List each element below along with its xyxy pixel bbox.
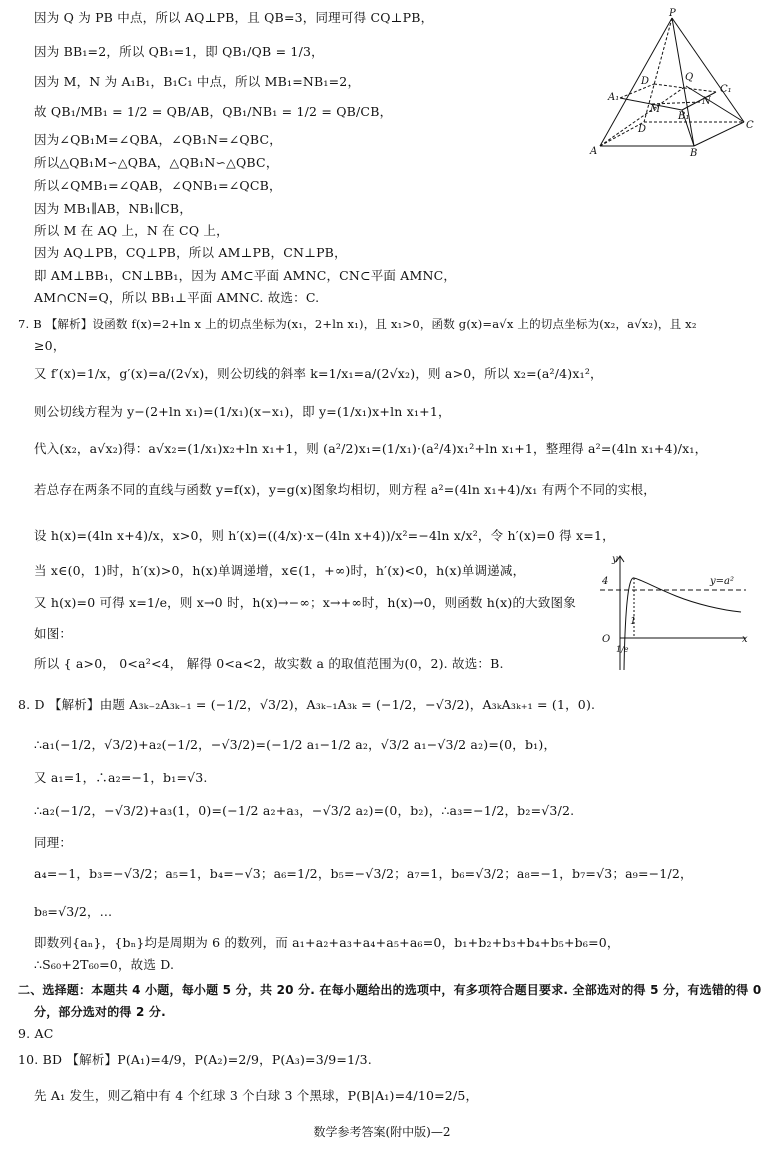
graph-label-O: O bbox=[602, 634, 611, 645]
text-line: 设 h(x)=(4ln x+4)/x，x>0，则 h′(x)=((4/x)·x−(4ln x+4))/x²=−4ln x/x²，令 h′(x)=0 得 x=1， bbox=[34, 528, 615, 543]
text-line: 因为 BB₁=2，所以 QB₁=1，即 QB₁/QB = 1/3， bbox=[34, 44, 324, 59]
text-line: 所以∠QMB₁=∠QAB，∠QNB₁=∠QCB， bbox=[34, 178, 282, 193]
label-D: D bbox=[638, 124, 647, 135]
text-line: AM∩CN=Q，所以 BB₁⊥平面 AMNC. 故选：C. bbox=[34, 290, 320, 305]
text-line: 如图： bbox=[34, 626, 73, 641]
text-line: 因为 M，N 为 A₁B₁，B₁C₁ 中点，所以 MB₁=NB₁=2， bbox=[34, 74, 361, 89]
text-line: 因为 AQ⊥PB，CQ⊥PB，所以 AM⊥PB，CN⊥PB， bbox=[34, 245, 347, 260]
graph-label-1: 1 bbox=[630, 616, 637, 627]
text-line: ∴a₂(−1/2，−√3/2)+a₃(1，0)=(−1/2 a₂+a₃，−√3/2 a₂)=(0，b₂)，∴a₃=−1/2，b₂=√3/2. bbox=[34, 803, 575, 818]
text-line: 又 h(x)=0 可得 x=1/e，则 x→0 时，h(x)→−∞；x→+∞时，h(x)→0，则函数 h(x)的大致图象 bbox=[34, 595, 576, 610]
text-line: 即 AM⊥BB₁，CN⊥BB₁，因为 AM⊂平面 AMNC，CN⊂平面 AMNC， bbox=[34, 268, 457, 283]
function-graph bbox=[596, 552, 756, 674]
label-A: A bbox=[590, 146, 598, 157]
section-heading: 二、选择题：本题共 4 小题，每小题 5 分，共 20 分. 在每小题给出的选项中，有多项符合题目要求. 全部选对的得 5 分，有选错的得 0 bbox=[18, 983, 762, 997]
label-C1: C₁ bbox=[720, 84, 732, 95]
graph-label-x: x bbox=[742, 634, 748, 645]
text-line: 又 a₁=1，∴a₂=−1，b₁=√3. bbox=[34, 770, 208, 785]
label-B: B bbox=[690, 148, 698, 159]
label-A1: A₁ bbox=[608, 92, 620, 103]
label-N: N bbox=[702, 96, 711, 107]
text-line: 8. D 【解析】由题 A₃ₖ₋₂A₃ₖ₋₁ = (−1/2，√3/2)，A₃ₖ₋₁A₃ₖ = (−1/2，−√3/2)，A₃ₖA₃ₖ₊₁ = (1，0). bbox=[18, 697, 596, 712]
text-line: 先 A₁ 发生，则乙箱中有 4 个红球 3 个白球 3 个黑球，P(B|A₁)=4/10=2/5， bbox=[34, 1088, 479, 1103]
label-M: M bbox=[650, 104, 661, 115]
text-line: 因为 Q 为 PB 中点，所以 AQ⊥PB，且 QB=3，同理可得 CQ⊥PB， bbox=[34, 10, 434, 25]
text-line: 即数列{aₙ}，{bₙ}均是周期为 6 的数列，而 a₁+a₂+a₃+a₄+a₅+a₆=0，b₁+b₂+b₃+b₄+b₅+b₆=0， bbox=[34, 935, 620, 950]
text-line: ≥0， bbox=[34, 338, 66, 353]
graph-label-1e: 1/e bbox=[616, 645, 629, 654]
text-line: a₄=−1，b₃=−√3/2；a₅=1，b₄=−√3；a₆=1/2，b₅=−√3/2；a₇=1，b₆=√3/2；a₈=−1，b₇=√3；a₉=−1/2， bbox=[34, 866, 693, 881]
page-footer: 数学参考答案(附中版)—2 bbox=[313, 1125, 451, 1139]
text-line: 则公切线方程为 y−(2+ln x₁)=(1/x₁)(x−x₁)，即 y=(1/x₁)x+ln x₁+1， bbox=[34, 404, 451, 419]
text-line: 当 x∈(0，1)时，h′(x)>0，h(x)单调递增，x∈(1，+∞)时，h′(x)<0，h(x)单调递减， bbox=[34, 563, 526, 578]
text-line: 因为∠QB₁M=∠QBA，∠QB₁N=∠QBC， bbox=[34, 132, 282, 147]
text-line: 7. B 【解析】设函数 f(x)=2+ln x 上的切点坐标为(x₁，2+ln x₁)，且 x₁>0，函数 g(x)=a√x 上的切点坐标为(x₂，a√x₂)，且 x₂ bbox=[18, 317, 697, 331]
text-line: b₈=√3/2，… bbox=[34, 904, 113, 919]
graph-label-y: y bbox=[612, 554, 618, 565]
text-line: 因为 MB₁∥AB，NB₁∥CB， bbox=[34, 201, 193, 216]
text-line: 又 f′(x)=1/x，g′(x)=a/(2√x)，则公切线的斜率 k=1/x₁=a/(2√x₂)，则 a>0，所以 x₂=(a²/4)x₁²， bbox=[34, 366, 603, 381]
pyramid-figure bbox=[586, 8, 758, 160]
text-line: 所以 M 在 AQ 上，N 在 CQ 上， bbox=[34, 223, 229, 238]
text-line: 所以 { a>0， 0<a²<4， 解得 0<a<2，故实数 a 的取值范围为(0，2). 故选：B. bbox=[34, 656, 504, 671]
graph-label-4: 4 bbox=[602, 576, 609, 587]
text-line: 同理： bbox=[34, 835, 73, 850]
label-C: C bbox=[746, 120, 754, 131]
label-P: P bbox=[669, 8, 676, 19]
text-line: 所以△QB₁M∽△QBA，△QB₁N∽△QBC， bbox=[34, 155, 279, 170]
text-line: ∴S₆₀+2T₆₀=0，故选 D. bbox=[34, 957, 175, 972]
label-Q: Q bbox=[685, 72, 694, 83]
label-D1: D bbox=[641, 76, 650, 87]
text-line: 9. AC bbox=[18, 1026, 54, 1041]
section-heading: 分，部分选对的得 2 分. bbox=[34, 1005, 166, 1019]
text-line: 若总存在两条不同的直线与函数 y=f(x)，y=g(x)图象均相切，则方程 a²=(4ln x₁+4)/x₁ 有两个不同的实根， bbox=[34, 482, 656, 497]
text-line: 故 QB₁/MB₁ = 1/2 = QB/AB，QB₁/NB₁ = 1/2 = QB/CB， bbox=[34, 104, 393, 119]
text-line: 代入(x₂，a√x₂)得：a√x₂=(1/x₁)x₂+ln x₁+1，则 (a²/2)x₁=(1/x₁)·(a²/4)x₁²+ln x₁+1，整理得 a²=(4ln x₁+4)/x₁， bbox=[34, 441, 708, 456]
label-B1: B₁ bbox=[678, 111, 690, 122]
text-line: 10. BD 【解析】P(A₁)=4/9，P(A₂)=2/9，P(A₃)=3/9=1/3. bbox=[18, 1052, 372, 1067]
text-line: ∴a₁(−1/2，√3/2)+a₂(−1/2，−√3/2)=(−1/2 a₁−1/2 a₂，√3/2 a₁−√3/2 a₂)=(0，b₁)， bbox=[34, 737, 557, 752]
graph-label-y-eq-a2: y=a² bbox=[710, 576, 734, 587]
